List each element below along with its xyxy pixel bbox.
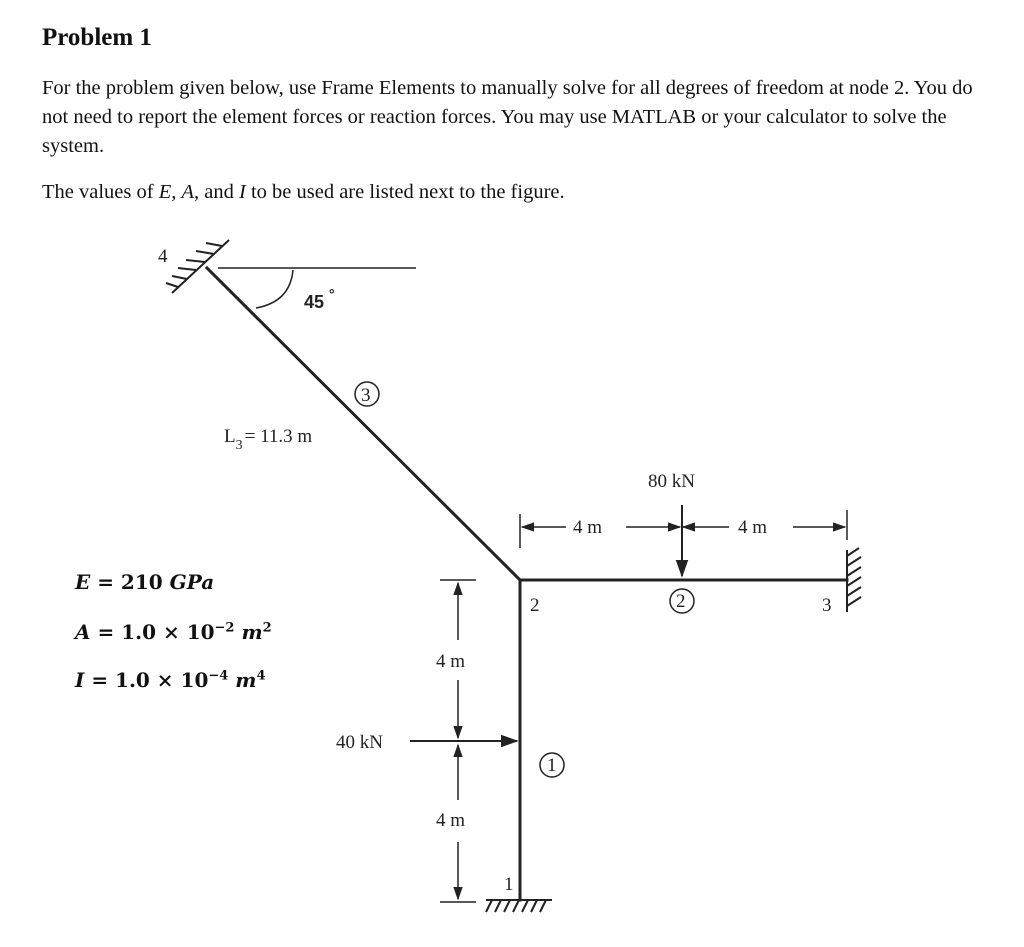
angle-arc bbox=[256, 270, 293, 308]
problem-statement: For the problem given below, use Frame Elements to manually solve for all degrees of freedom at node 2. You do not need to report the element forces or reaction forces. You may use MATLAB or your calculator to solve the system. bbox=[42, 77, 973, 157]
fixed-support-node-1 bbox=[486, 900, 552, 912]
node-1-label: 1 bbox=[504, 874, 514, 895]
dim-4m-left: 4 m bbox=[573, 517, 603, 538]
properties-note: The values of E, A, and I to be used are listed next to the figure. bbox=[42, 181, 565, 203]
symbol-i: I bbox=[239, 181, 246, 203]
element-2-label: 2 bbox=[676, 591, 686, 612]
symbol-a: A bbox=[181, 181, 195, 203]
length-label: $L_3 = 11.3$ m bbox=[224, 426, 313, 453]
symbol-e: E bbox=[158, 181, 172, 203]
load-80kn-label: 80 kN bbox=[648, 471, 695, 492]
member-3 bbox=[207, 268, 520, 580]
fixed-support-node-3 bbox=[847, 548, 861, 612]
element-3-label: 3 bbox=[361, 385, 371, 406]
fixed-support-node-4 bbox=[166, 240, 229, 293]
property-i: $I = 1.0 \times 10^{-4}$ $m^4$ bbox=[75, 668, 266, 692]
load-40kn-label: 40 kN bbox=[336, 732, 383, 753]
problem-title: Problem 1 bbox=[42, 24, 152, 51]
dim-4m-right: 4 m bbox=[738, 517, 768, 538]
property-e: E = 210 GPa bbox=[75, 570, 215, 594]
dim-vertical-lower: 4 m bbox=[436, 810, 466, 831]
property-a: $A = 1.0 \times 10^{-2}$ $m^2$ bbox=[75, 620, 272, 644]
dim-vertical-upper: 4 m bbox=[436, 651, 466, 672]
node-3-label: 3 bbox=[822, 595, 832, 616]
horizontal-dimension bbox=[520, 510, 847, 548]
element-1-label: 1 bbox=[547, 755, 557, 776]
node-4-label: 4 bbox=[158, 246, 168, 267]
node-2-label: 2 bbox=[530, 595, 540, 616]
angle-label: 45 ° bbox=[304, 286, 335, 312]
